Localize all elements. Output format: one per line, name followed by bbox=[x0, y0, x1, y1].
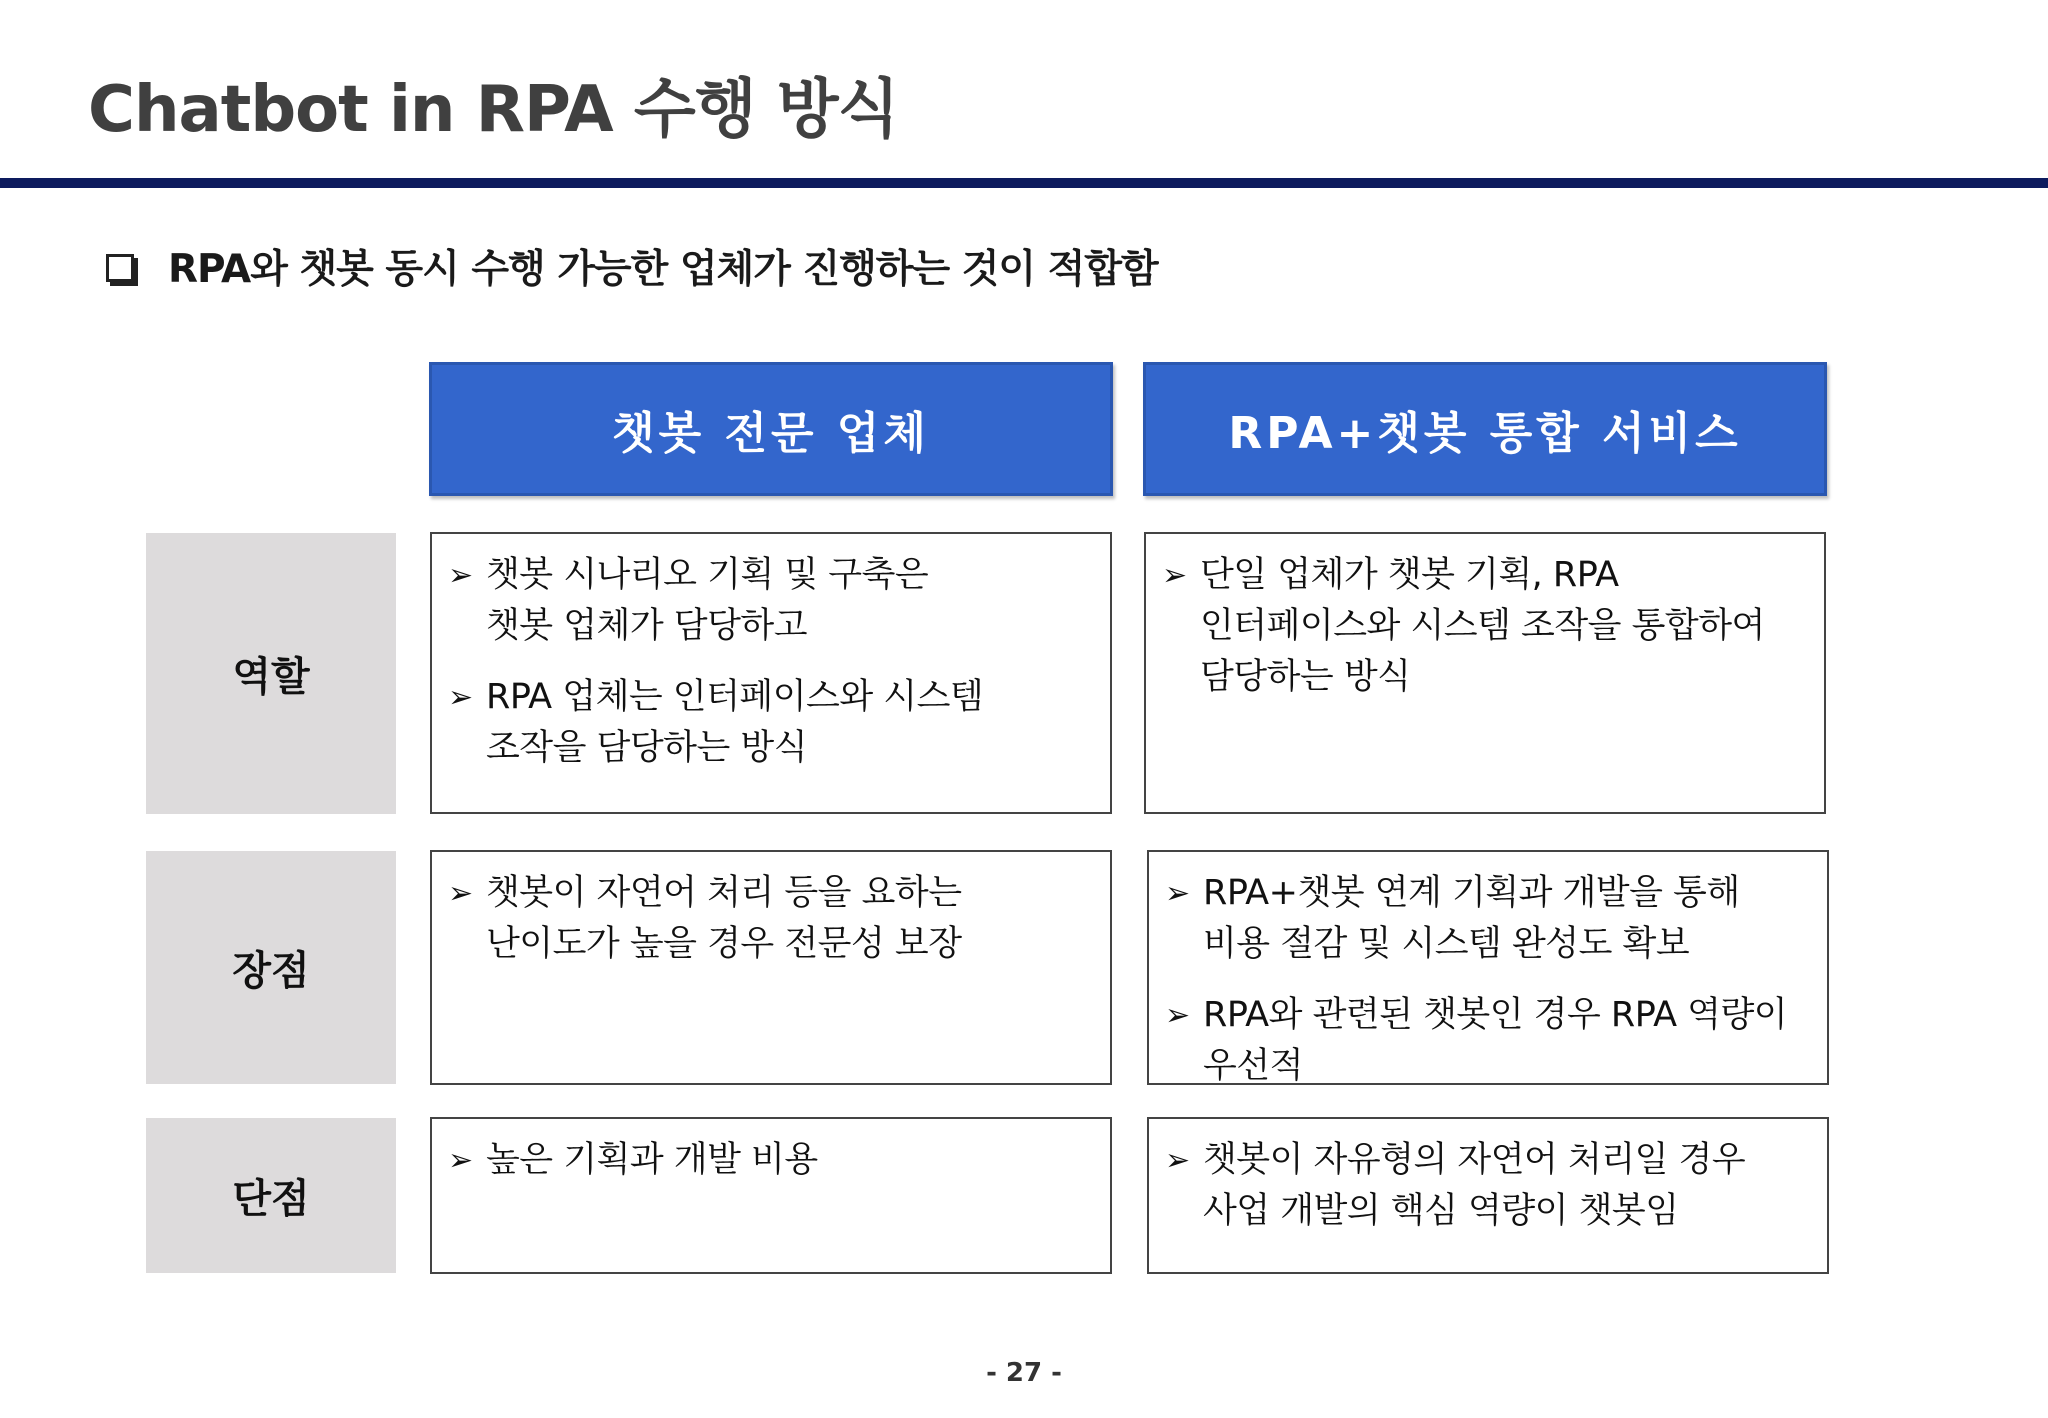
arrow-bullet-icon: ➢ bbox=[448, 1143, 474, 1178]
arrow-bullet-icon: ➢ bbox=[1165, 1143, 1191, 1178]
bullet-text: 챗봇이 자유형의 자연어 처리일 경우 사업 개발의 핵심 역량이 챗봇임 bbox=[1203, 1140, 1746, 1231]
list-item bbox=[1162, 550, 1812, 703]
bullet-text: RPA 업체는 인터페이스와 시스템 조작을 담당하는 방식 bbox=[486, 677, 984, 768]
bullet-text: RPA+챗봇 연계 기획과 개발을 통해 비용 절감 및 시스템 완성도 확보 bbox=[1203, 873, 1740, 964]
bullet-text: RPA와 관련된 챗봇인 경우 RPA 역량이 우선적 bbox=[1203, 995, 1788, 1085]
arrow-bullet-icon: ➢ bbox=[448, 876, 474, 911]
column-header-chatbot-vendor: 챗봇 전문 업체 bbox=[429, 362, 1113, 496]
column-header-integrated-service: RPA+챗봇 통합 서비스 bbox=[1143, 362, 1827, 496]
row-label-role: 역할 bbox=[146, 533, 396, 814]
cell-disadvantage-integrated-service bbox=[1147, 1117, 1829, 1274]
list-item bbox=[448, 868, 1098, 970]
cell-disadvantage-chatbot-vendor bbox=[430, 1117, 1112, 1274]
subtitle-text: RPA와 챗봇 동시 수행 가능한 업체가 진행하는 것이 적합함 bbox=[168, 247, 1158, 292]
bullet-text: 높은 기획과 개발 비용 bbox=[486, 1140, 818, 1180]
list-item bbox=[448, 550, 1098, 652]
arrow-bullet-icon: ➢ bbox=[448, 680, 474, 715]
checkbox-bullet-icon bbox=[106, 254, 134, 282]
cell-role-chatbot-vendor bbox=[430, 532, 1112, 814]
title-divider bbox=[0, 178, 2048, 188]
arrow-bullet-icon: ➢ bbox=[1165, 876, 1191, 911]
bullet-text: 단일 업체가 챗봇 기획, RPA 인터페이스와 시스템 조작을 통합하여 담당하는 방식 bbox=[1200, 555, 1765, 697]
list-item bbox=[448, 672, 1098, 774]
page-title: Chatbot in RPA 수행 방식 bbox=[88, 73, 899, 147]
page-number: - 27 - bbox=[986, 1358, 1062, 1388]
list-item bbox=[1165, 990, 1815, 1085]
list-item bbox=[1165, 868, 1815, 970]
subtitle bbox=[106, 238, 1158, 294]
row-label-advantage: 장점 bbox=[146, 851, 396, 1084]
bullet-text: 챗봇이 자연어 처리 등을 요하는 난이도가 높을 경우 전문성 보장 bbox=[486, 873, 962, 964]
cell-role-integrated-service bbox=[1144, 532, 1826, 814]
cell-advantage-chatbot-vendor bbox=[430, 850, 1112, 1085]
list-item bbox=[448, 1135, 1098, 1186]
row-label-disadvantage: 단점 bbox=[146, 1118, 396, 1273]
bullet-text: 챗봇 시나리오 기획 및 구축은 챗봇 업체가 담당하고 bbox=[486, 555, 929, 646]
arrow-bullet-icon: ➢ bbox=[1165, 998, 1191, 1033]
arrow-bullet-icon: ➢ bbox=[1162, 558, 1188, 593]
arrow-bullet-icon: ➢ bbox=[448, 558, 474, 593]
list-item bbox=[1165, 1135, 1815, 1237]
cell-advantage-integrated-service bbox=[1147, 850, 1829, 1085]
